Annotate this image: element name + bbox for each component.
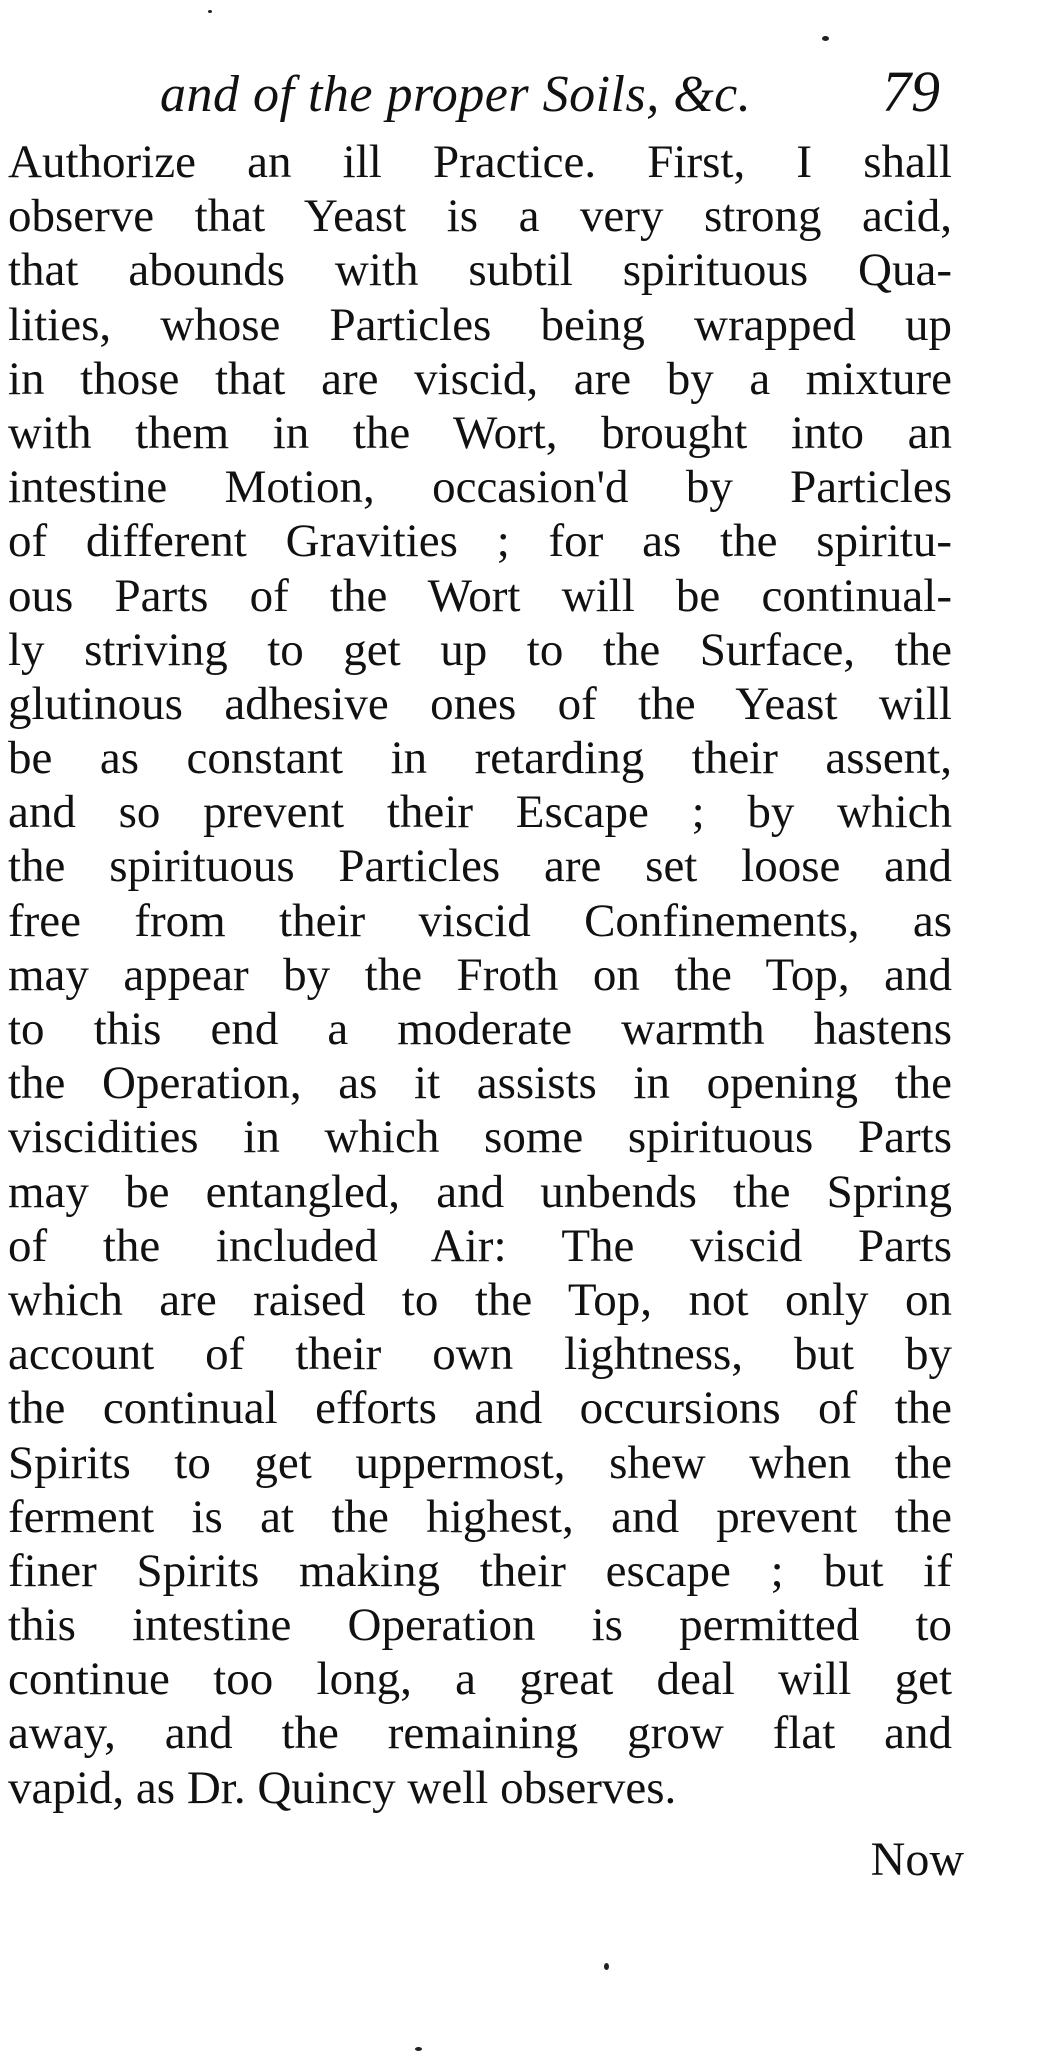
text-line: which are raised to the Top, not only on — [8, 1273, 952, 1326]
text-line: and so prevent their Escape ; by which — [8, 786, 952, 839]
ink-speck — [208, 10, 212, 13]
text-line: Authorize an ill Practice. First, I shall — [8, 136, 952, 188]
text-line: observe that Yeast is a very strong acid, — [8, 190, 952, 243]
text-line: with them in the Wort, brought into an — [8, 406, 952, 459]
ink-speck — [415, 2047, 422, 2051]
body-text — [8, 135, 952, 1815]
text-line: intestine Motion, occasion'd by Particles — [8, 461, 952, 514]
text-line: continue too long, a great deal will get — [8, 1653, 952, 1706]
text-line-last: vapid, as Dr. Quincy well observes. — [8, 1761, 677, 1814]
text-line: free from their viscid Confinements, as — [8, 894, 952, 947]
text-line: be as constant in retarding their assent, — [8, 732, 952, 785]
text-line: the continual efforts and occursions of the — [8, 1382, 952, 1435]
catchword: Now — [870, 1833, 964, 1886]
text-line: viscidities in which some spirituous Parts — [8, 1111, 952, 1164]
ink-speck — [822, 36, 829, 41]
text-line: of the included Air: The viscid Parts — [8, 1219, 952, 1272]
text-line: glutinous adhesive ones of the Yeast will — [8, 677, 952, 730]
text-line: that abounds with subtil spirituous Qua- — [8, 244, 952, 297]
text-line: the Operation, as it assists in opening the — [8, 1057, 952, 1110]
text-line: ly striving to get up to the Surface, the — [8, 623, 952, 676]
text-line: ferment is at the highest, and prevent the — [8, 1490, 952, 1543]
text-line: away, and the remaining grow flat and — [8, 1707, 952, 1760]
text-line: may appear by the Froth on the Top, and — [8, 948, 952, 1001]
text-line: to this end a moderate warmth hastens — [8, 1003, 952, 1055]
text-line: of different Gravities ; for as the spiritu- — [8, 515, 952, 568]
text-line: in those that are viscid, are by a mixture — [8, 352, 952, 405]
ink-speck — [604, 1963, 609, 1970]
text-line: Spirits to get uppermost, shew when the — [8, 1436, 952, 1489]
text-line: account of their own lightness, but by — [8, 1328, 952, 1381]
text-line: finer Spirits making their escape ; but if — [8, 1544, 952, 1597]
page-number: 79 — [882, 59, 940, 124]
running-title: and of the proper Soils, &c. — [160, 66, 752, 123]
text-line: this intestine Operation is permitted to — [8, 1599, 952, 1652]
text-line: may be entangled, and unbends the Spring — [8, 1165, 952, 1218]
text-line: the spirituous Particles are set loose and — [8, 840, 952, 893]
running-head — [160, 58, 950, 128]
text-line: lities, whose Particles being wrapped up — [8, 298, 952, 351]
text-line: ous Parts of the Wort will be continual- — [8, 569, 952, 622]
